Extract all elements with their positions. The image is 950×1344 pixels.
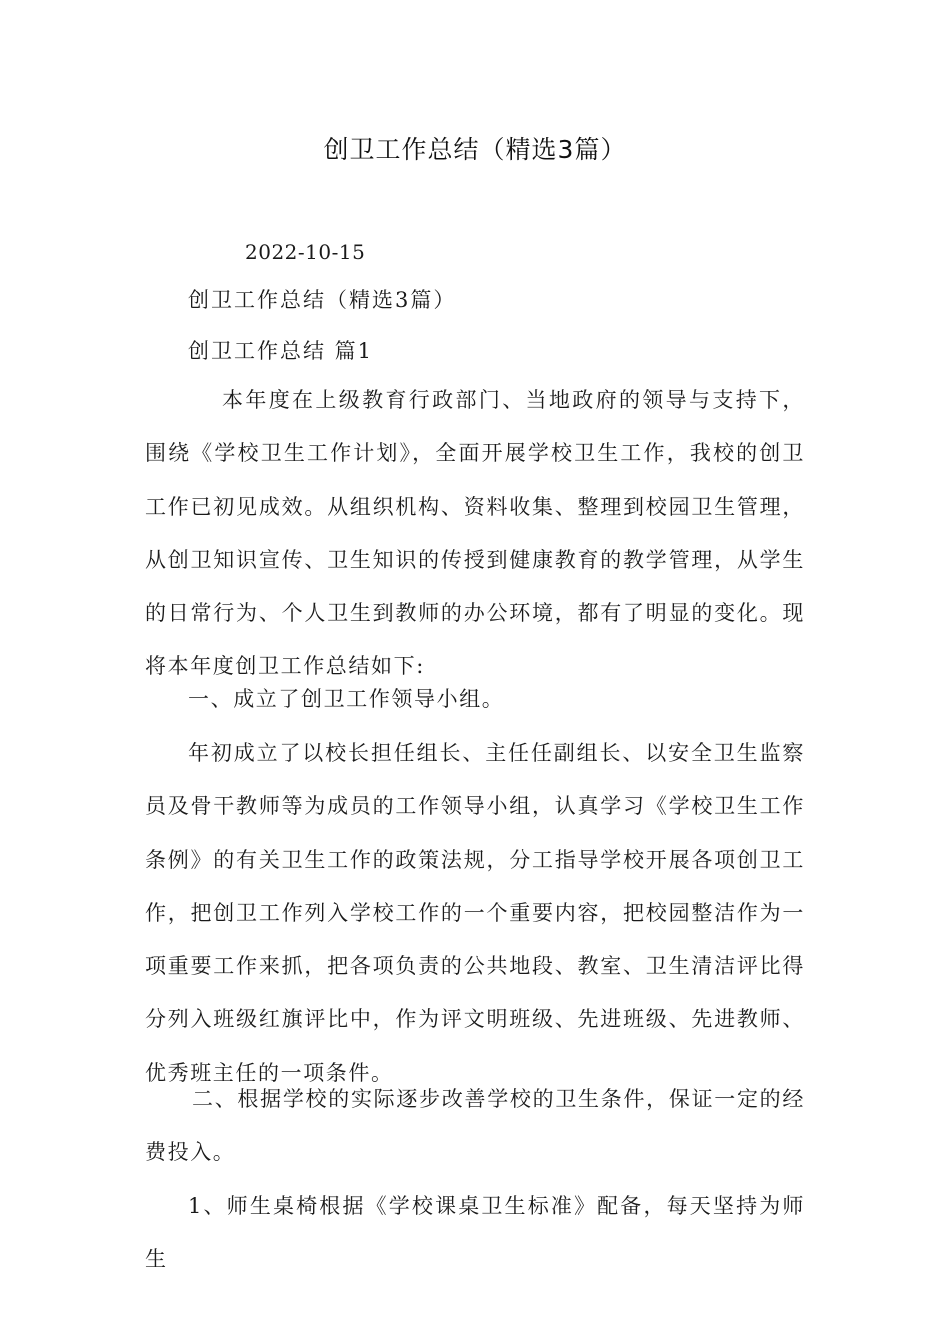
piece-heading: 创卫工作总结 篇1 <box>188 339 374 363</box>
paragraph-section-2-item-1: 1、师生桌椅根据《学校课桌卫生标准》配备，每天坚持为师生 <box>145 1194 805 1272</box>
document-title: 创卫工作总结（精选3篇） <box>323 135 627 164</box>
document-date: 2022-10-15 <box>245 240 366 264</box>
paragraph-section-1: 年初成立了以校长担任组长、主任任副组长、以安全卫生监察员及骨干教师等为成员的工作领导小组，认真学习《学校卫生工作条例》的有关卫生工作的政策法规，分工指导学校开展各项创卫工作，把创卫工作列入学校工作的一个重要内容，把校园整洁作为一项重要工作来抓，把各项负责的公共地段、教室、卫生清洁评比得分列入班级红旗评比中，作为评文明班级、先进班级、先进教师、优秀班主任的一项条件。 <box>145 741 805 1085</box>
paragraph-intro: 本年度在上级教育行政部门、当地政府的领导与支持下，围绕《学校卫生工作计划》，全面开展学校卫生工作，我校的创卫工作已初见成效。从组织机构、资料收集、整理到校园卫生管理，从创卫知识宣传、卫生知识的传授到健康教育的教学管理，从学生的日常行为、个人卫生到教师的办公环境，都有了明显的变化。现将本年度创卫工作总结如下: <box>145 388 805 679</box>
section-heading-1: 一、成立了创卫工作领导小组。 <box>188 687 505 711</box>
section-heading-2: 二、根据学校的实际逐步改善学校的卫生条件，保证一定的经费投入。 <box>145 1087 805 1165</box>
document-subtitle: 创卫工作总结（精选3篇） <box>188 288 457 312</box>
